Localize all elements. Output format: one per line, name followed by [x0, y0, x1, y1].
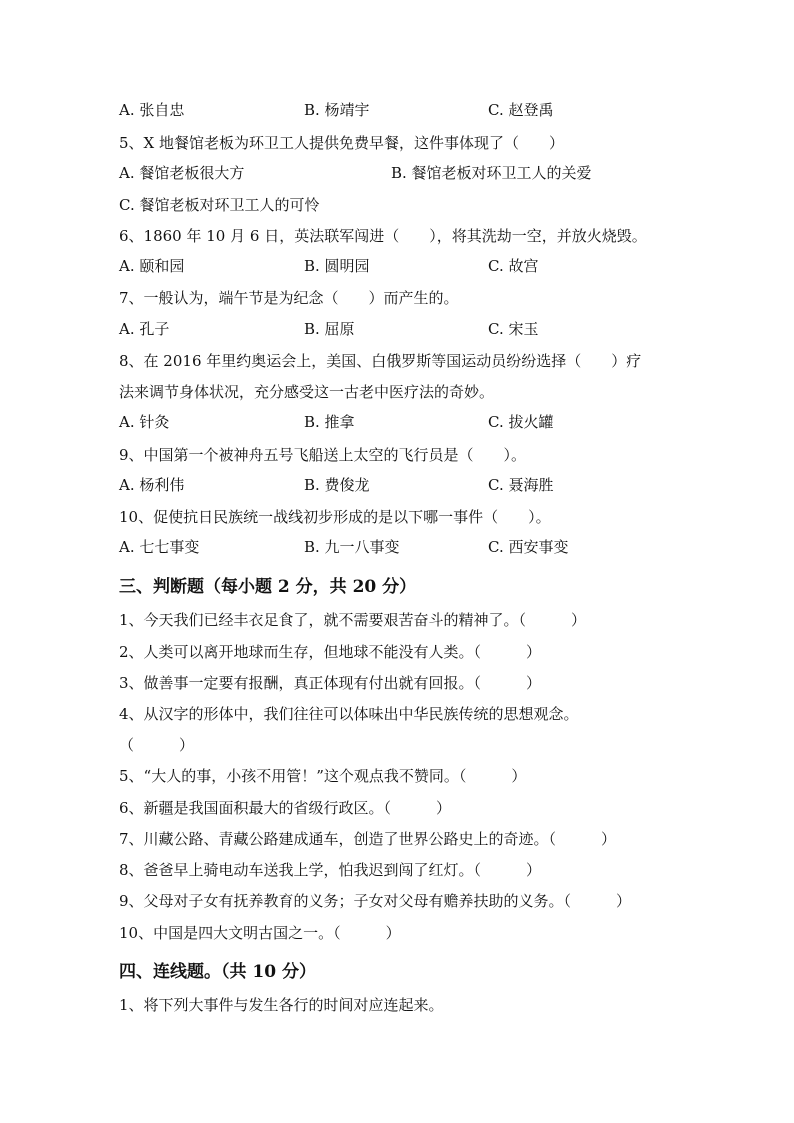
question-9: 9、中国第一个被神舟五号飞船送上太空的飞行员是（ ）。 [119, 446, 527, 464]
q5-option-b: B. 餐馆老板对环卫工人的关爱 [391, 164, 592, 182]
q9-option-a: A. 杨利伟 [119, 476, 185, 494]
question-10: 10、促使抗日民族统一战线初步形成的是以下哪一事件（ ）。 [119, 508, 551, 526]
judge-item-10: 10、中国是四大文明古国之一。（ ） [119, 924, 401, 942]
q10-option-b: B. 九一八事变 [304, 538, 400, 556]
q10-option-a: A. 七七事变 [119, 538, 200, 556]
q4-option-b: B. 杨靖宇 [304, 101, 370, 119]
judge-item-3: 3、做善事一定要有报酬，真正体现有付出就有回报。（ ） [119, 674, 542, 692]
q6-option-b: B. 圆明园 [304, 257, 370, 275]
q7-option-a: A. 孔子 [119, 320, 170, 338]
q9-option-c: C. 聂海胜 [488, 476, 554, 494]
q8-option-c: C. 拔火罐 [488, 413, 554, 431]
judge-item-1: 1、今天我们已经丰衣足食了，就不需要艰苦奋斗的精神了。（ ） [119, 611, 587, 629]
judge-item-5: 5、“大人的事，小孩不用管！”这个观点我不赞同。（ ） [119, 767, 527, 785]
judge-item-8: 8、爸爸早上骑电动车送我上学，怕我迟到闯了红灯。（ ） [119, 861, 542, 879]
question-6: 6、1860 年 10 月 6 日，英法联军闯进（ ），将其洗劫一空，并放火烧毁。 [119, 227, 647, 245]
q4-option-a: A. 张自忠 [119, 101, 185, 119]
section-3-heading: 三、判断题（每小题 2 分，共 20 分） [119, 577, 417, 597]
question-7: 7、一般认为，端午节是为纪念（ ）而产生的。 [119, 289, 459, 307]
q10-option-c: C. 西安事变 [488, 538, 569, 556]
judge-item-7: 7、川藏公路、青藏公路建成通车，创造了世界公路史上的奇迹。（ ） [119, 830, 617, 848]
q6-option-c: C. 故宫 [488, 257, 539, 275]
question-5: 5、X 地餐馆老板为环卫工人提供免费早餐，这件事体现了（ ） [119, 134, 564, 152]
question-8-line2: 法来调节身体状况，充分感受这一古老中医疗法的奇妙。 [119, 383, 495, 401]
judge-item-9: 9、父母对子女有抚养教育的义务；子女对父母有赡养扶助的义务。（ ） [119, 892, 632, 910]
q8-option-a: A. 针灸 [119, 413, 170, 431]
q5-option-a: A. 餐馆老板很大方 [119, 164, 245, 182]
q7-option-b: B. 屈原 [304, 320, 355, 338]
question-8-line1: 8、在 2016 年里约奥运会上，美国、白俄罗斯等国运动员纷纷选择（ ）疗 [119, 352, 642, 370]
section-4-heading: 四、连线题。（共 10 分） [119, 962, 316, 982]
q8-option-b: B. 推拿 [304, 413, 355, 431]
judge-item-2: 2、人类可以离开地球而生存，但地球不能没有人类。（ ） [119, 643, 542, 661]
q7-option-c: C. 宋玉 [488, 320, 539, 338]
q6-option-a: A. 颐和园 [119, 257, 185, 275]
judge-item-4: 4、从汉字的形体中，我们往往可以体味出中华民族传统的思想观念。 [119, 705, 579, 723]
judge-item-4-blank: （ ） [119, 736, 195, 754]
q4-option-c: C. 赵登禹 [488, 101, 554, 119]
q9-option-b: B. 费俊龙 [304, 476, 370, 494]
q5-option-c: C. 餐馆老板对环卫工人的可怜 [119, 196, 320, 214]
judge-item-6: 6、新疆是我国面积最大的省级行政区。（ ） [119, 799, 452, 817]
match-question-1: 1、将下列大事件与发生各行的时间对应连起来。 [119, 996, 444, 1014]
